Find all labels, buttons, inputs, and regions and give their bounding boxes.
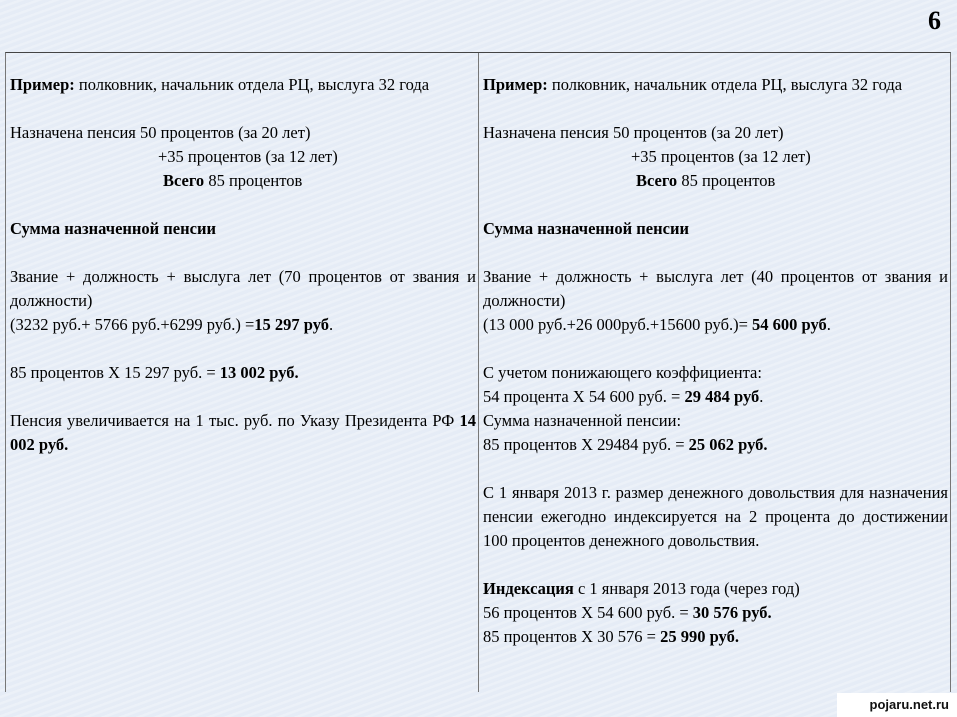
left-salary-text: Звание + должность + выслуга лет (70 процентов от звания и должности) [10,267,476,310]
right-column [478,53,950,692]
right-jan-text: С 1 января 2013 г. размер денежного довольствия для назначения пенсии ежегодно индексируется на 2 процента до достижении 100 процентов денежного довольствия. [483,483,948,550]
left-example-label: Пример: [10,75,75,94]
right-index-text: с 1 января 2013 года (через год) [573,579,800,598]
right-example-label: Пример: [483,75,548,94]
left-calc-end: . [329,315,334,334]
right-coef-end: . [759,387,764,406]
left-column [6,53,478,692]
right-index-result2: 25 990 руб. [660,627,739,646]
right-index-label: Индексация [483,579,574,598]
right-sum-result: 25 062 руб. [688,435,768,454]
right-total [483,169,948,193]
right-example [483,73,948,97]
right-sum-heading [483,217,948,241]
right-index-result1: 30 576 руб. [692,603,772,622]
right-calc-result: 54 600 руб [752,315,827,334]
left-example [10,73,476,97]
right-calc [483,313,948,337]
right-total-value: 85 процентов [677,171,776,190]
left-calc-result: 15 297 руб [254,315,330,334]
left-increase-text: Пенсия увеличивается на 1 тыс. руб. по Указу Президента РФ [10,411,460,430]
left-pct [10,361,476,385]
left-sum-heading-text: Сумма назначенной пенсии [10,219,216,238]
left-pension-line1: Назначена пенсия 50 процентов (за 20 лет) [10,123,311,142]
right-coef-label: С учетом понижающего коэффициента: [483,363,762,382]
left-increase-result: 14 002 руб. [10,411,476,454]
left-pct-result: 13 002 руб. [219,363,299,382]
comparison-table [5,52,951,692]
right-pension-line1: Назначена пенсия 50 процентов (за 20 лет) [483,123,784,142]
right-pension-line2: +35 процентов (за 12 лет) [631,147,811,166]
left-total-label: Всего [163,171,205,190]
right-total-label: Всего [636,171,678,190]
right-calc-end: . [826,315,831,334]
slide-number: 6 [928,6,941,35]
left-example-text: полковник, начальник отдела РЦ, выслуга 32 года [74,75,430,94]
right-example-text: полковник, начальник отдела РЦ, выслуга 32 года [547,75,903,94]
right-sum-heading-text: Сумма назначенной пенсии [483,219,689,238]
right-coef-result: 29 484 руб [684,387,760,406]
left-total [10,169,476,193]
right-coef [483,385,948,409]
right-index-line2 [483,625,948,649]
left-sum-heading [10,217,476,241]
right-sum [483,433,948,457]
right-index-line1 [483,601,948,625]
right-index-line1-text: 56 процентов Х 54 600 руб. = [483,603,693,622]
right-index-line2-text: 85 процентов Х 30 576 = [483,627,661,646]
footer-watermark: pojaru.net.ru [837,693,957,717]
right-calc-text: (13 000 руб.+26 000руб.+15600 руб.)= [483,315,753,334]
left-pension-line2: +35 процентов (за 12 лет) [158,147,338,166]
left-total-value: 85 процентов [204,171,303,190]
left-calc-text: (3232 руб.+ 5766 руб.+6299 руб.) = [10,315,255,334]
right-sum-calc: 85 процентов Х 29484 руб. = [483,435,689,454]
left-pct-text: 85 процентов Х 15 297 руб. = [10,363,220,382]
right-index [483,577,948,601]
left-calc [10,313,476,337]
right-sum-label: Сумма назначенной пенсии: [483,411,682,430]
right-coef-calc: 54 процента Х 54 600 руб. = [483,387,685,406]
right-salary-text: Звание + должность + выслуга лет (40 процентов от звания и должности) [483,267,948,310]
left-increase [10,409,476,457]
